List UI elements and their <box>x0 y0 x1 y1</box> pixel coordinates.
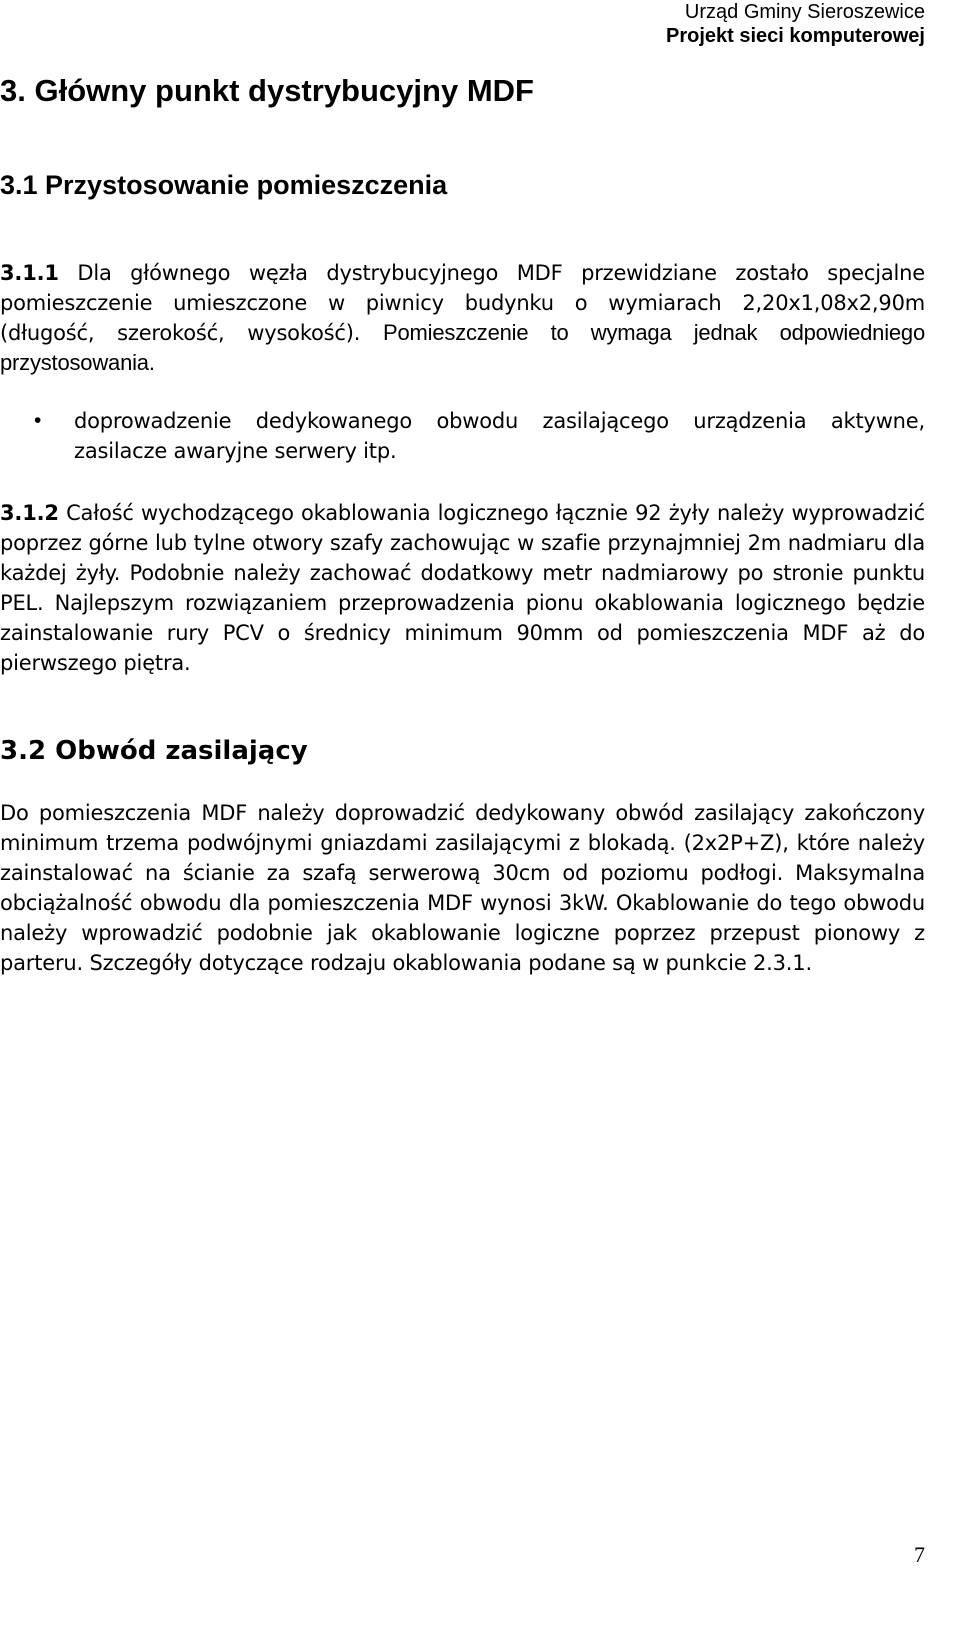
header-project: Projekt sieci komputerowej <box>666 25 925 47</box>
header-organization: Urząd Gminy Sieroszewice <box>684 1 925 23</box>
paragraph-3-1-2 <box>0 498 925 678</box>
page-number: 7 <box>914 1542 925 1567</box>
subsection-1-title: 3.1 Przystosowanie pomieszczenia <box>0 170 448 200</box>
paragraph-3-1-1 <box>0 258 925 378</box>
paragraph-3-2: Do pomieszczenia MDF należy doprowadzić dedykowany obwód zasilający zakończony minimum trzema podwójnymi gniazdami zasilającymi z blokadą. (2x2P+Z), które należy zainstalować na ścianie za szafą serwerową 30cm od poziomu podłogi. Maksymalna obciążalność obwodu dla pomieszczenia MDF wynosi 3kW. Okablowanie do tego obwodu należy wprowadzić podobnie jak okablowanie logiczne poprzez przepust pionowy z parteru. Szczegóły dotyczące rodzaju okablowania podane są w punkcie 2.3.1. <box>0 801 925 975</box>
bullet-text: doprowadzenie dedykowanego obwodu zasilającego urządzenia aktywne, zasilacze awaryjne serwery itp. <box>74 409 925 463</box>
paragraph-text: Dla głównego węzła dystrybucyjnego MDF przewidziane zostało specjalne pomieszczenie umieszczone w piwnicy budynku o wymiarach 2,20x1,08x2,90m (długość, szerokość, wysokość). <box>0 261 926 345</box>
section-title: 3. Główny punkt dystrybucyjny MDF <box>0 73 534 108</box>
paragraph-number: 3.1.1 <box>0 261 59 285</box>
paragraph-tail: Pomieszczenie to wymaga jednak odpowiedniego przystosowania. <box>0 320 925 375</box>
paragraph-text: Całość wychodzącego okablowania logicznego łącznie 92 żyły należy wyprowadzić poprzez górne lub tylne otwory szafy zachowując w szafie przynajmniej 2m nadmiaru dla każdej żyły. Podobnie należy zachować dodatkowy metr nadmiarowy po stronie punktu PEL. Najlepszym rozwiązaniem przeprowadzenia pionu okablowania logicznego będzie zainstalowanie rury PCV o średnicy minimum 90mm od pomieszczenia MDF aż do pierwszego piętra. <box>0 501 925 675</box>
subsection-2-title: 3.2 Obwód zasilający <box>0 736 308 766</box>
paragraph-number: 3.1.2 <box>0 501 59 525</box>
page-header <box>666 0 925 48</box>
bullet-icon: • <box>34 409 42 432</box>
